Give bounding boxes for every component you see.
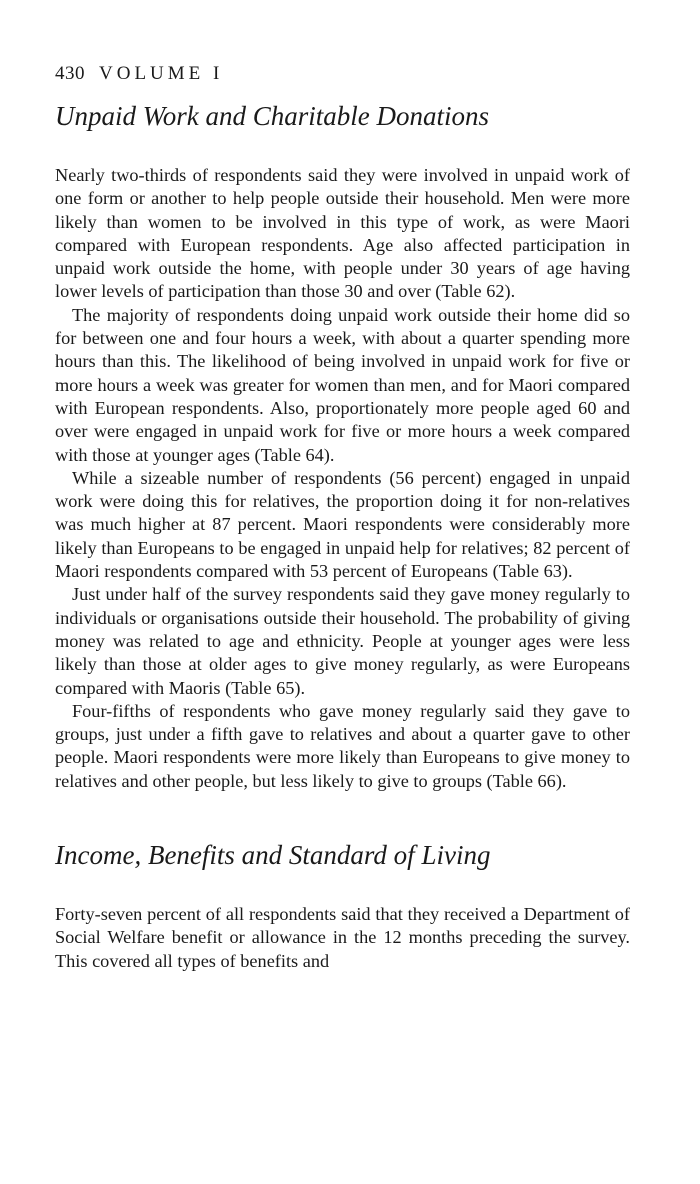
body-paragraph: While a sizeable number of respondents (56 percent) engaged in unpaid work were doing this for relatives, the proportion doing it for non-relatives was much higher at 87 percent. Maori respondents were considerably more likely than Europeans to be engaged in unpaid help for relatives; 82 percent of Maori respondents compared with 53 percent of Europeans (Table 63). bbox=[55, 467, 630, 582]
volume-label: VOLUME I bbox=[99, 63, 224, 84]
page-number: 430 bbox=[55, 63, 85, 84]
running-head bbox=[55, 60, 630, 88]
body-paragraph: Four-fifths of respondents who gave money regularly said they gave to groups, just under a fifth gave to relatives and about a quarter gave to other people. Maori respondents were more likely than Europeans to give money to relatives and other people, but less likely to give to groups (Table 66). bbox=[55, 700, 630, 791]
section-heading-income-benefits: Income, Benefits and Standard of Living bbox=[55, 840, 491, 871]
section-heading-unpaid-work: Unpaid Work and Charitable Donations bbox=[55, 101, 490, 131]
body-paragraph: Just under half of the survey respondents said they gave money regularly to individuals or organisations outside their household. The probability of giving money was related to age and ethnicity. People at younger ages were less likely than those at older ages to give money regularly, as were Europeans compared with Maoris (Table 65). bbox=[55, 584, 630, 698]
body-paragraph: Nearly two-thirds of respondents said they were involved in unpaid work of one form or another to help people outside their household. Men were more likely than women to be involved in this type of work, as were Maori compared with European respondents. Age also affected participation in unpaid work outside the home, with people under 30 years of age having lower levels of participation than those 30 and over (Table 62). bbox=[55, 165, 630, 302]
body-paragraph: The majority of respondents doing unpaid work outside their home did so for between one and four hours a week, with about a quarter spending more hours than this. The likelihood of being involved in unpaid work for five or more hours a week was greater for women than men, and for Maori compared with European respondents. Also, proportionately more people aged 60 and over were engaged in unpaid work for five or more hours a week compared with those at younger ages (Table 64). bbox=[55, 304, 630, 465]
body-paragraph: Forty-seven percent of all respondents said that they received a Department of Social Welfare benefit or allowance in the 12 months preceding the survey. This covered all types of benefits and bbox=[55, 904, 630, 971]
document-page bbox=[55, 60, 630, 973]
